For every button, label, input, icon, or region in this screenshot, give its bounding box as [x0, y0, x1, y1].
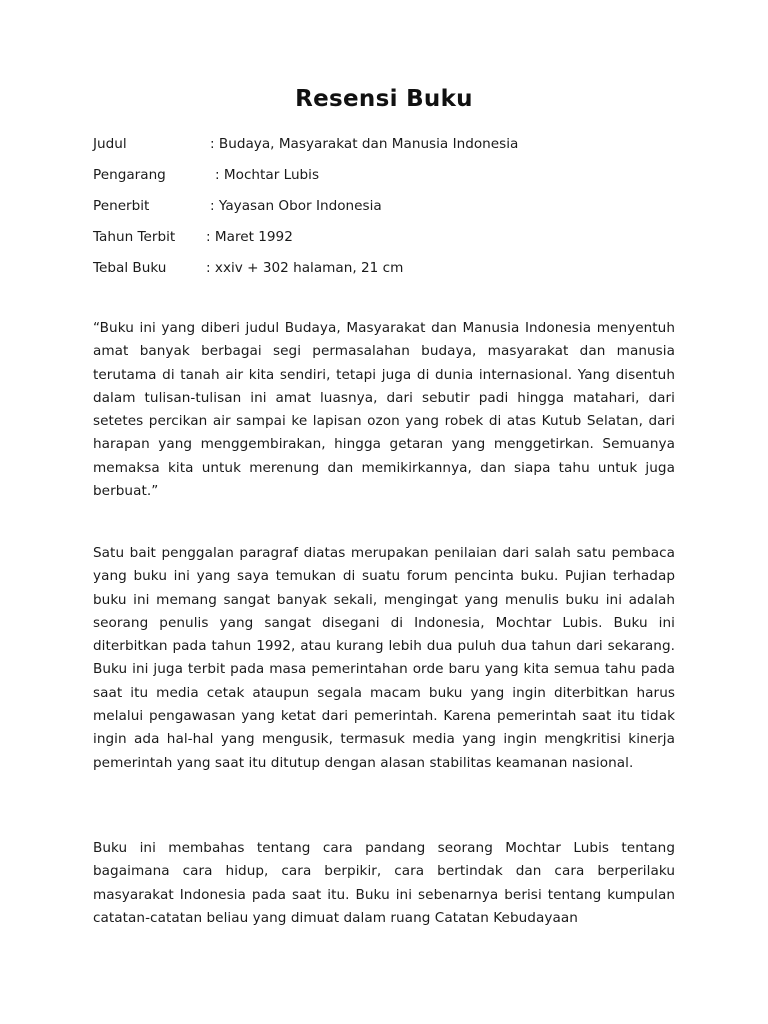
metadata-label: Tahun Terbit [93, 229, 176, 245]
book-metadata [93, 134, 693, 289]
metadata-row-judul [93, 134, 693, 165]
metadata-value: : xxiv + 302 halaman, 21 cm [206, 260, 404, 276]
metadata-value: : Mochtar Lubis [215, 167, 320, 183]
metadata-value: : Maret 1992 [206, 229, 293, 245]
body-paragraph: Satu bait penggalan paragraf diatas merupakan penilaian dari salah satu pembaca yang buku ini yang saya temukan di suatu forum pencinta buku. Pujian terhadap buku ini memang sangat banyak sekali, mengingat yang menulis buku ini adalah seorang penulis yang sangat disegani di Indonesia, Mochtar Lubis. Buku ini diterbitkan pada tahun 1992, atau kurang lebih dua puluh dua tahun dari sekarang. Buku ini juga terbit pada masa pemerintahan orde baru yang kita semua tahu pada saat itu media cetak ataupun segala macam buku yang ingin diterbitkan harus melalui pengawasan yang ketat dari pemerintah. Karena pemerintah saat itu tidak ingin ada hal-hal yang mengusik, termasuk media yang ingin mengkritisi kinerja pemerintah yang saat itu ditutup dengan alasan stabilitas keamanan nasional. [93, 545, 675, 771]
metadata-row-tahun-terbit [93, 227, 693, 258]
quote-paragraph: “Buku ini yang diberi judul Budaya, Masyarakat dan Manusia Indonesia menyentuh amat banyak berbagai segi permasalahan budaya, masyarakat dan manusia terutama di tanah air kita sendiri, tetapi juga di dunia internasional. Yang disentuh dalam tulisan-tulisan ini amat luasnya, dari sebutir padi hingga matahari, dari setetes percikan air sampai ke lapisan ozon yang robek di atas Kutub Selatan, dari harapan yang menggembirakan, hingga getaran yang menggetirkan. Semuanya memaksa kita untuk merenung dan memikirkannya, dan siapa tahu untuk juga berbuat.” [93, 320, 675, 500]
metadata-row-tebal-buku [93, 258, 693, 289]
metadata-label: Judul [93, 136, 127, 152]
metadata-label: Tebal Buku [93, 260, 167, 276]
document-title: Resensi Buku [295, 86, 473, 112]
metadata-row-pengarang [93, 165, 693, 196]
metadata-value: : Yayasan Obor Indonesia [210, 198, 382, 214]
metadata-row-penerbit [93, 196, 693, 227]
metadata-label: Pengarang [93, 167, 166, 183]
body-paragraph: Buku ini membahas tentang cara pandang seorang Mochtar Lubis tentang bagaimana cara hidup, cara berpikir, cara bertindak dan cara berperilaku masyarakat Indonesia pada saat itu. Buku ini sebenarnya berisi tentang kumpulan catatan-catatan beliau yang dimuat dalam ruang Catatan Kebudayaan [93, 840, 675, 926]
metadata-value: : Budaya, Masyarakat dan Manusia Indonesia [210, 136, 519, 152]
metadata-label: Penerbit [93, 198, 150, 214]
